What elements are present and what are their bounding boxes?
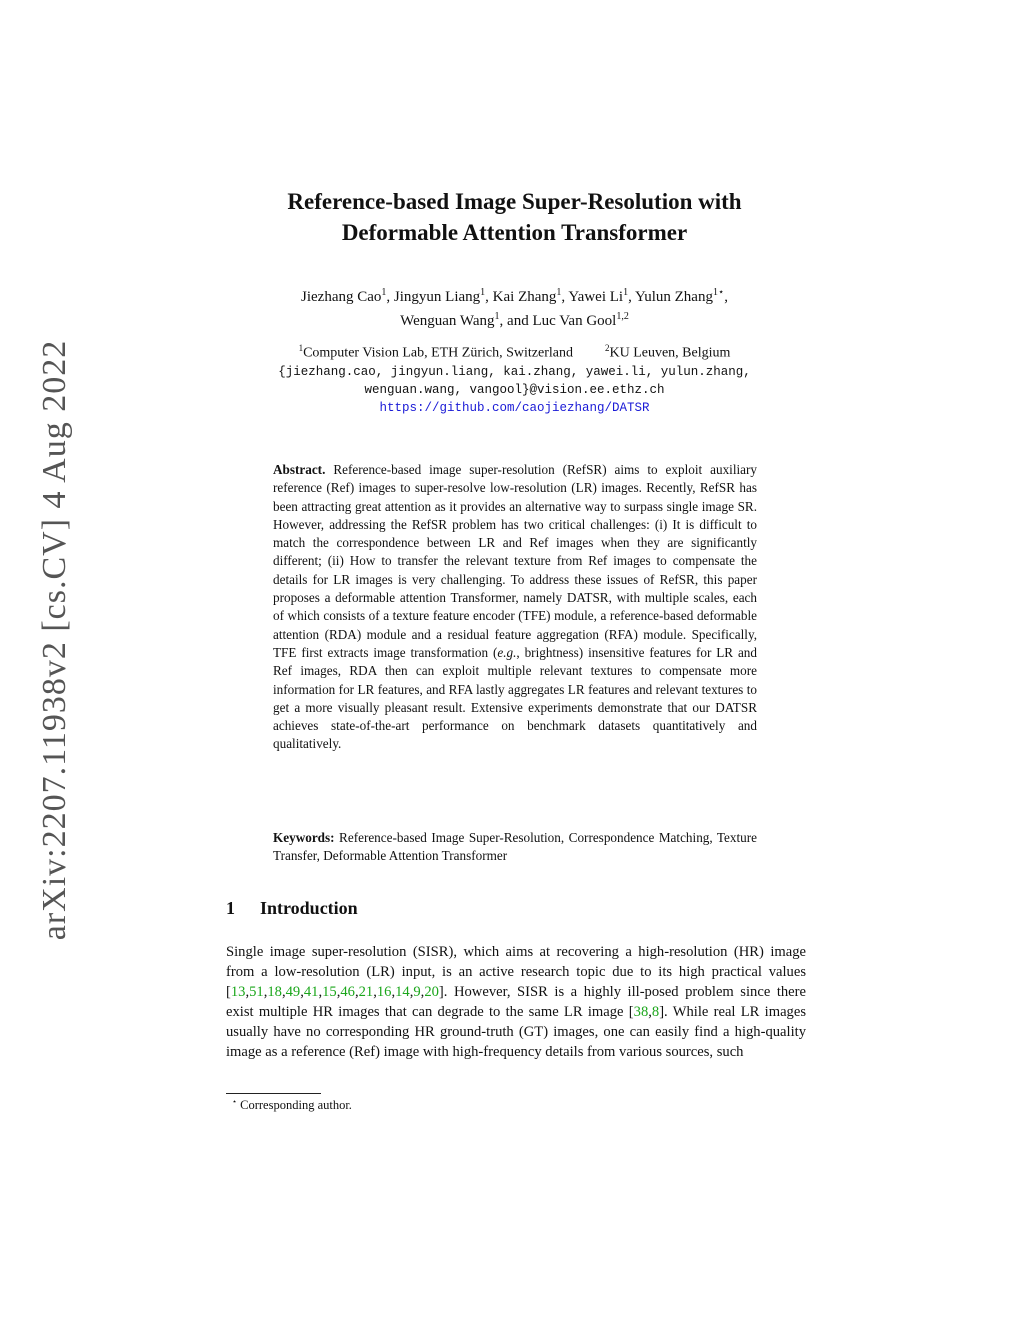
citation-link[interactable]: 41 bbox=[303, 984, 319, 1001]
code-link[interactable]: https://github.com/caojiezhang/DATSR bbox=[379, 400, 650, 415]
title-line-2: Deformable Attention Transformer bbox=[341, 220, 688, 245]
intro-text: ]. While real LR images usually have no corresponding HR ground-truth (GT) images, one can easily find a high-quality image as a reference (Ref) image with high-frequency details from various sources, such bbox=[226, 1004, 806, 1061]
abstract-eg: e.g. bbox=[497, 644, 517, 660]
footnote-rule bbox=[226, 1093, 321, 1094]
keywords-text: Reference-based Image Super-Resolution, Correspondence Matching, Texture Transfer, Deformable Attention Transformer bbox=[273, 830, 758, 864]
citation-link[interactable]: 46 bbox=[340, 984, 355, 1001]
abstract bbox=[273, 461, 757, 754]
citation-link[interactable]: 13 bbox=[230, 984, 246, 1001]
affiliation-1: $^1$Computer Vision Lab, ETH Zürich, Switzerland bbox=[298, 343, 573, 361]
author-separator: , bbox=[724, 289, 728, 305]
section-heading bbox=[226, 898, 358, 919]
footnote-marker: ⋆ bbox=[232, 1097, 238, 1106]
citation-link[interactable]: 15 bbox=[322, 984, 337, 1001]
author-line-2 bbox=[222, 307, 807, 331]
section-title: Introduction bbox=[260, 898, 358, 918]
author-name: Wenguan Wang bbox=[400, 313, 495, 329]
keywords bbox=[273, 829, 757, 866]
author-name: Kai Zhang bbox=[492, 289, 557, 305]
citation-link[interactable]: 9 bbox=[413, 984, 421, 1001]
section-number: 1 bbox=[226, 898, 235, 918]
author-separator: , bbox=[561, 289, 569, 305]
author-list bbox=[222, 283, 807, 331]
citation-link[interactable]: 51 bbox=[249, 984, 264, 1001]
author-affiliation-mark: 1 bbox=[494, 311, 500, 322]
affiliation-2: $^2$KU Leuven, Belgium bbox=[604, 343, 731, 361]
author-affiliation-mark: 1 bbox=[623, 287, 629, 298]
author-separator: , bbox=[386, 289, 394, 305]
author-affiliation-mark: 1 bbox=[381, 287, 387, 298]
citation-link[interactable]: 8 bbox=[651, 1004, 660, 1021]
author-affiliation-mark: 1 bbox=[480, 287, 486, 298]
author-name: Jiezhang Cao bbox=[301, 289, 382, 305]
abstract-text-cont: , brightness) insensitive features for LR and Ref images, RDA then can exploit multiple relevant textures to compensate more information for LR features, and RFA lastly aggregates LR features and relevant textures to get a more visually pleasant result. Extensive experiments demonstrate that our DATSR achieves state-of-the-art performance on benchmark datasets quantitatively and qualitatively. bbox=[273, 644, 757, 752]
footnote bbox=[232, 1097, 352, 1113]
intro-text: Single image super-resolution (SISR), which aims at recovering a high-resolution (HR) image from a low-resolution (LR) input, is an active research topic due to its high practical values [ bbox=[226, 944, 806, 1001]
keywords-label: Keywords: bbox=[273, 830, 335, 845]
author-name: Yawei Li bbox=[568, 289, 624, 305]
author-separator: , bbox=[485, 289, 493, 305]
author-separator: , and bbox=[499, 313, 533, 329]
author-affiliation-mark: 1⋆ bbox=[712, 287, 725, 298]
citation-link[interactable]: 18 bbox=[267, 984, 282, 1001]
email-line-1: {jiezhang.cao, jingyun.liang, kai.zhang, yawei.li, yulun.zhang, bbox=[278, 364, 751, 379]
citation-link[interactable]: 49 bbox=[285, 984, 301, 1001]
citation-link[interactable]: 14 bbox=[395, 984, 410, 1001]
arxiv-identifier: arXiv:2207.11938v2 [cs.CV] 4 Aug 2022 bbox=[36, 339, 73, 941]
citation-link[interactable]: 20 bbox=[424, 984, 439, 1001]
author-affiliation-mark: 1 bbox=[556, 287, 562, 298]
citation-link[interactable]: 16 bbox=[376, 984, 392, 1001]
author-affiliation-mark: 1,2 bbox=[616, 311, 629, 322]
intro-text: ]. However, SISR is a highly ill-posed problem since there exist multiple HR images that can degrade to the same LR image [ bbox=[226, 984, 806, 1021]
abstract-text: Reference-based image super-resolution (RefSR) aims to exploit auxiliary reference (Ref) images to super-resolve low-resolution (LR) images. Recently, RefSR has been attracting great attention as it provides an alternative way to surpass single image SR. However, addressing the RefSR problem has two critical challenges: (i) It is difficult to match the correspondence between LR and Ref images when they are significantly different; (ii) How to transfer the relevant texture from Ref images to compensate the details for LR images is very challenging. To address these issues of RefSR, this paper proposes a deformable attention Transformer, namely DATSR, with multiple scales, each of which consists of a texture feature encoder (TFE) module, a reference-based deformable attention (RDA) module and a residual feature aggregation (RFA) module. Specifically, TFE first extracts image transformation ( bbox=[273, 462, 757, 660]
author-name: Yulun Zhang bbox=[635, 289, 713, 305]
email-line-2: wenguan.wang, vangool}@vision.ee.ethz.ch bbox=[364, 382, 665, 397]
author-name: Luc Van Gool bbox=[532, 313, 617, 329]
footnote-text: Corresponding author. bbox=[240, 1098, 352, 1113]
intro-paragraph: Single image super-resolution (SISR), which aims at recovering a high-resolution (HR) image from a low-resolution (LR) input, is an active research topic due to its high practical values [13,51,18,49,41,15,46,21,16,14,9,20]. However, SISR is a highly ill-posed problem since there exist multiple HR images that can degrade to the same LR image [38,8]. While real LR images usually have no corresponding HR ground-truth (GT) images, one can easily find a high-quality image as a reference (Ref) image with high-frequency details from various sources, such bbox=[226, 944, 806, 1061]
author-line-1 bbox=[222, 283, 807, 307]
abstract-label: Abstract. bbox=[273, 462, 326, 477]
affiliations bbox=[222, 339, 807, 417]
citation-link[interactable]: 38 bbox=[633, 1004, 649, 1021]
author-name: Jingyun Liang bbox=[393, 289, 481, 305]
author-separator: , bbox=[628, 289, 636, 305]
title-line-1: Reference-based Image Super-Resolution with bbox=[287, 189, 742, 214]
paper-title bbox=[222, 186, 807, 248]
citation-link[interactable]: 21 bbox=[358, 984, 374, 1001]
